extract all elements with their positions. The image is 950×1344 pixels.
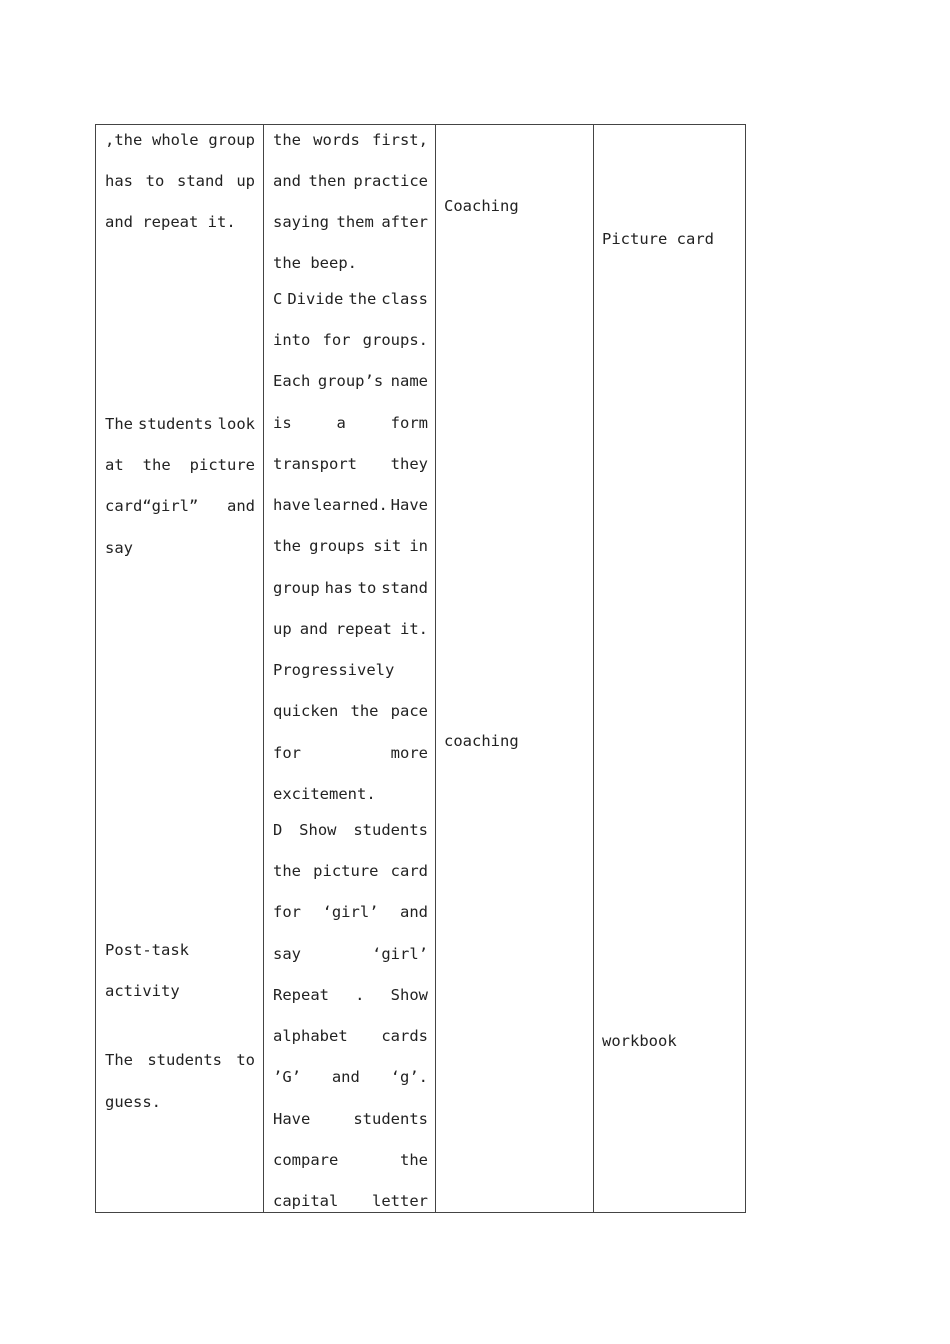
text-line: [105, 130, 255, 150]
word: Show: [390, 986, 428, 1004]
word: groups.: [362, 331, 428, 349]
word: for: [273, 903, 301, 921]
word: groups: [309, 537, 366, 555]
word: words: [313, 131, 360, 149]
text-line: [273, 1067, 428, 1087]
word: whole: [151, 131, 199, 149]
text-line: [273, 330, 428, 350]
word: compare: [273, 1151, 339, 1169]
word: the: [273, 131, 301, 149]
method-column: [435, 125, 593, 1212]
word: practice: [353, 172, 428, 190]
text-line: [273, 1150, 428, 1170]
text-line: [273, 820, 428, 840]
word: The: [105, 415, 133, 433]
word: for: [273, 744, 301, 762]
text-line: [273, 944, 428, 964]
word: ‘g’.: [390, 1068, 428, 1086]
material-label: Picture card: [602, 230, 714, 248]
word: The: [105, 1051, 133, 1069]
word: and: [331, 1068, 360, 1086]
text-line: [273, 619, 428, 639]
word: at: [105, 456, 124, 474]
text-line: [273, 130, 428, 150]
word: is: [273, 414, 292, 432]
text-line: [273, 701, 428, 721]
word: say: [273, 945, 301, 963]
word: transport: [273, 455, 357, 473]
word: Show: [299, 821, 337, 839]
word: students: [353, 1110, 428, 1128]
word: it.: [400, 620, 428, 638]
text-line: [273, 212, 428, 232]
word: Each: [273, 372, 311, 390]
word: capital: [273, 1192, 339, 1210]
text-line: [273, 985, 428, 1005]
word: and: [299, 620, 328, 638]
text-line: [105, 171, 255, 191]
word: has: [324, 579, 353, 597]
word: the: [348, 290, 377, 308]
material-label: workbook: [602, 1032, 677, 1050]
text-line: [273, 413, 428, 433]
word: class: [381, 290, 428, 308]
word: look: [217, 415, 255, 433]
text-line: excitement.: [273, 785, 376, 803]
word: sit: [373, 537, 402, 555]
word: in: [409, 537, 428, 555]
text-line: [273, 1191, 428, 1211]
word: pace: [390, 702, 428, 720]
word: quicken: [273, 702, 339, 720]
method-label: coaching: [444, 732, 519, 750]
text-line: Progressively: [273, 661, 395, 679]
text-line: the beep.: [273, 254, 357, 272]
text-line: and repeat it.: [105, 213, 236, 231]
text-line: [105, 455, 255, 475]
word: the: [400, 1151, 428, 1169]
lesson-plan-table: [95, 124, 746, 1213]
word: form: [390, 414, 428, 432]
text-line: [273, 1026, 428, 1046]
word: saying: [273, 213, 329, 231]
word: students: [353, 821, 428, 839]
word: group’s: [317, 372, 384, 390]
word: stand: [176, 172, 224, 190]
word: first,: [371, 131, 428, 149]
word: picture: [313, 862, 379, 880]
word: to: [357, 579, 377, 597]
teacher-activity-column: [263, 125, 435, 1212]
text-line: [273, 743, 428, 763]
word: group: [208, 131, 255, 149]
word: D: [273, 821, 283, 839]
section-heading: Post-task: [105, 941, 189, 959]
word: letter: [372, 1192, 428, 1210]
word: the: [273, 862, 301, 880]
word: name: [390, 372, 428, 390]
text-line: say: [105, 539, 133, 557]
student-activity-column: [96, 125, 263, 1212]
word: into: [273, 331, 311, 349]
text-line: [105, 1050, 255, 1070]
word: alphabet: [273, 1027, 348, 1045]
word: Divide: [287, 290, 344, 308]
word: them: [336, 213, 374, 231]
word: and: [400, 903, 428, 921]
word: group: [273, 579, 320, 597]
word: students: [147, 1051, 222, 1069]
word: then: [308, 172, 346, 190]
word: more: [390, 744, 428, 762]
materials-column: [593, 125, 747, 1212]
text-line: [273, 495, 428, 515]
word: Repeat: [273, 986, 329, 1004]
word: have: [273, 496, 311, 514]
word: has: [105, 172, 133, 190]
text-line: [273, 289, 428, 309]
word: card: [390, 862, 428, 880]
text-line: [273, 454, 428, 474]
word: Have: [390, 496, 428, 514]
word: the: [142, 456, 171, 474]
text-line: [273, 861, 428, 881]
word: card“girl”: [105, 497, 199, 515]
text-line: [105, 496, 255, 516]
text-line: [273, 171, 428, 191]
word: up: [236, 172, 255, 190]
word: after: [381, 213, 428, 231]
word: learned.: [313, 496, 388, 514]
word: ‘girl’: [372, 945, 428, 963]
word: the: [273, 537, 301, 555]
word: they: [390, 455, 428, 473]
word: a: [336, 414, 346, 432]
word: ’G’: [273, 1068, 301, 1086]
text-line: [273, 536, 428, 556]
text-line: [273, 371, 428, 391]
word: and: [227, 497, 255, 515]
word: ,the: [105, 131, 143, 149]
word: to: [145, 172, 165, 190]
word: for: [322, 331, 351, 349]
word: .: [355, 986, 365, 1004]
word: cards: [381, 1027, 428, 1045]
section-heading: activity: [105, 982, 180, 1000]
method-label: Coaching: [444, 197, 519, 215]
word: repeat: [335, 620, 392, 638]
text-line: guess.: [105, 1093, 161, 1111]
word: to: [236, 1051, 255, 1069]
text-line: [273, 902, 428, 922]
text-line: [273, 1109, 428, 1129]
word: the: [350, 702, 379, 720]
word: picture: [189, 456, 255, 474]
word: stand: [381, 579, 428, 597]
word: and: [273, 172, 301, 190]
text-line: [105, 414, 255, 434]
word: up: [273, 620, 292, 638]
text-line: [273, 578, 428, 598]
word: ‘girl’: [322, 903, 379, 921]
word: C: [273, 290, 283, 308]
word: students: [138, 415, 213, 433]
word: Have: [273, 1110, 311, 1128]
